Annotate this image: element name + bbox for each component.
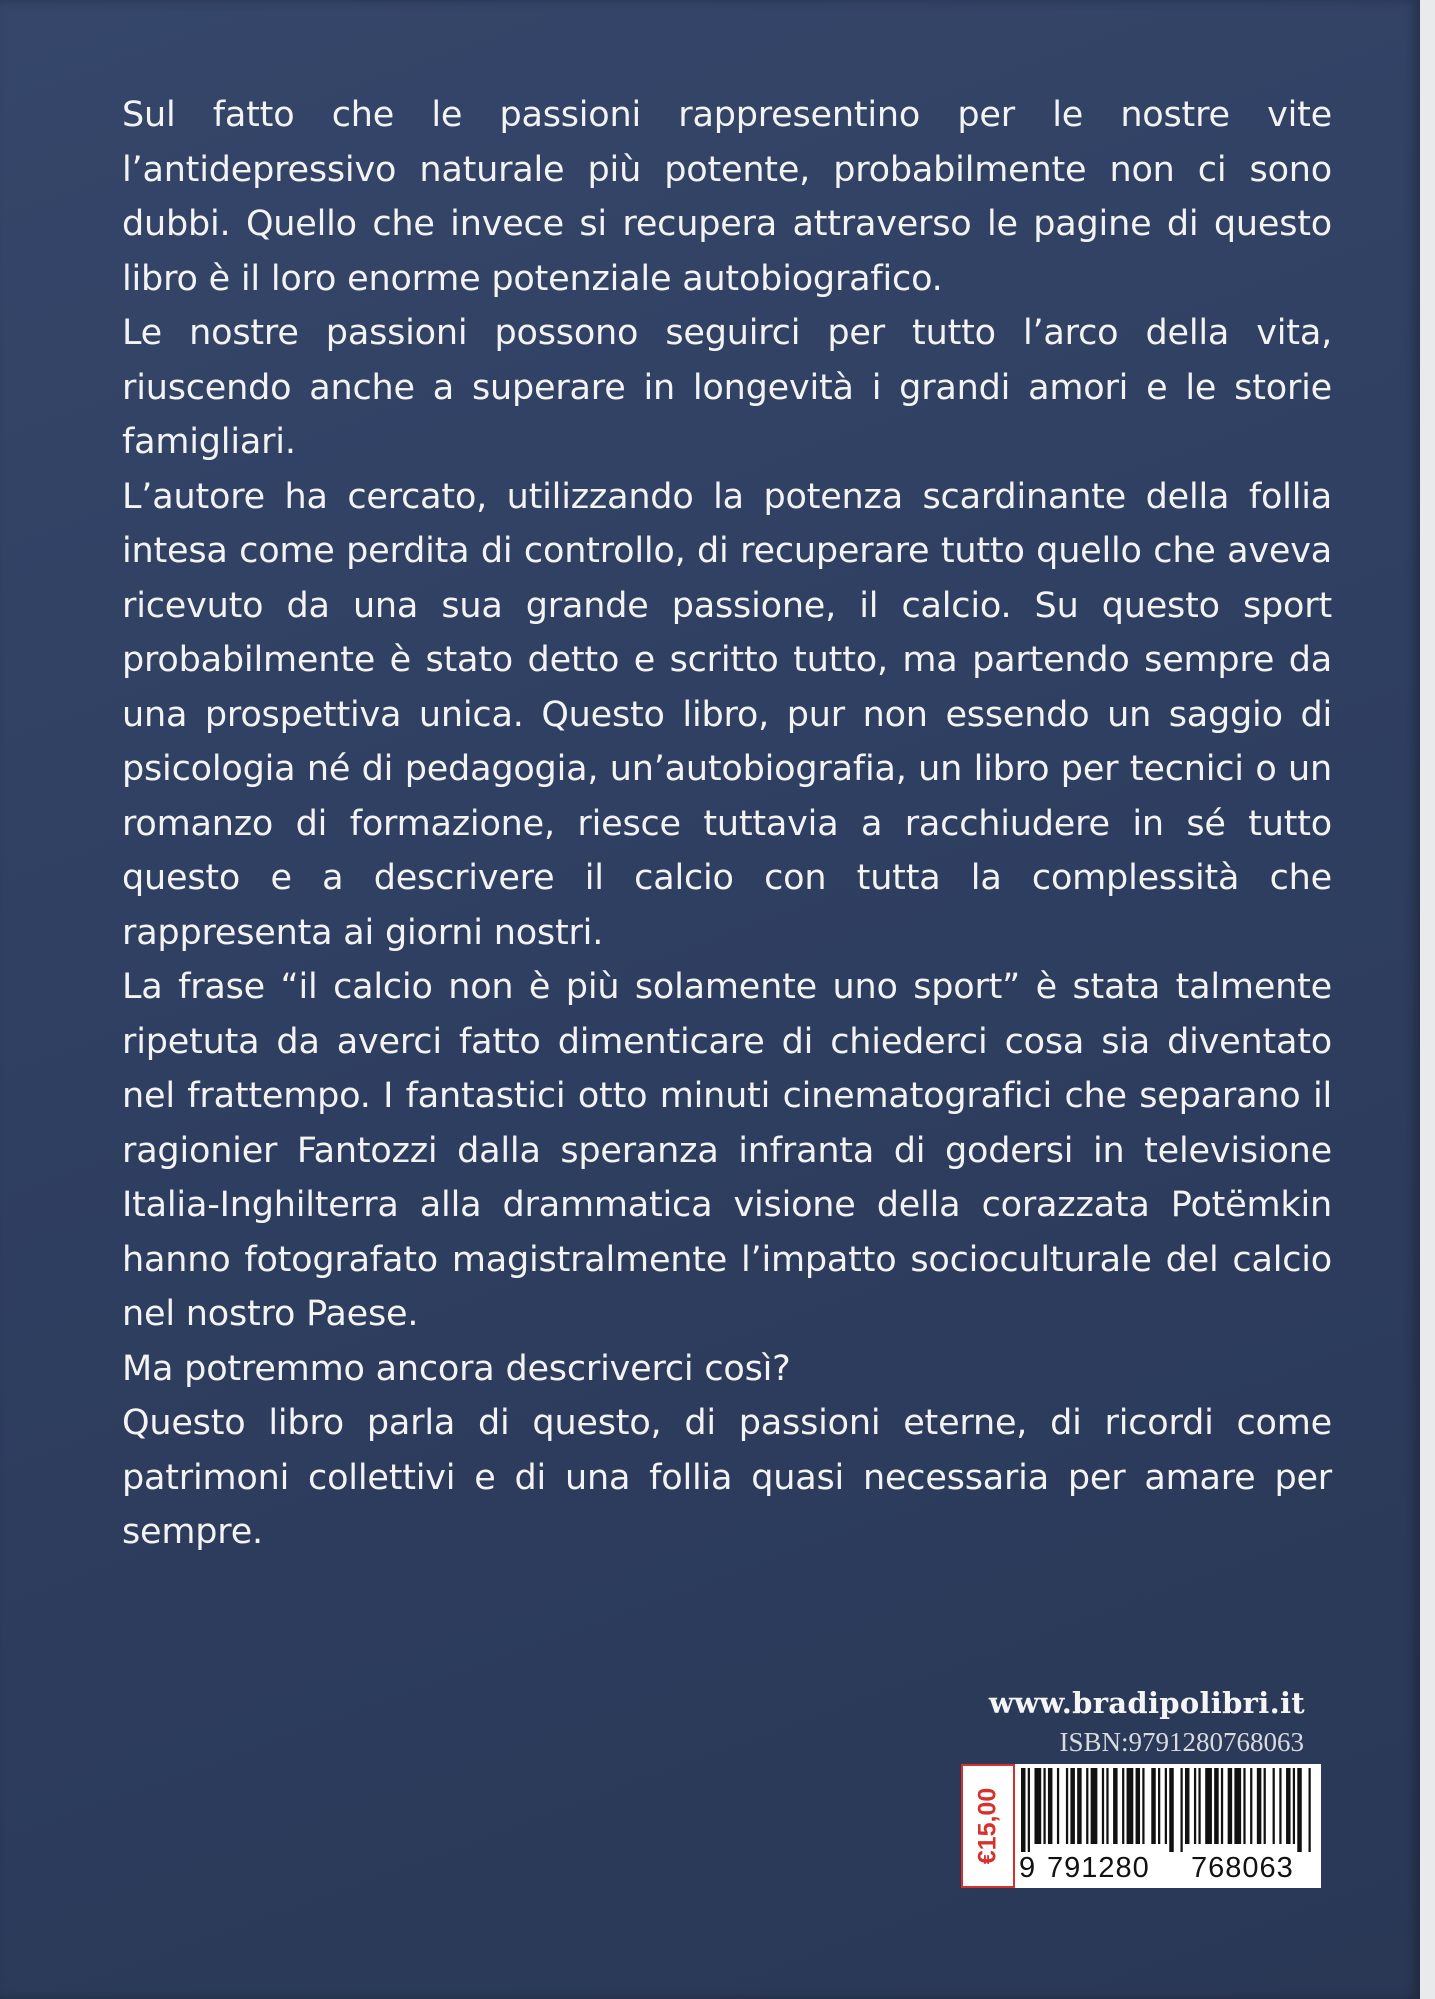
barcode-bar <box>1279 1768 1281 1844</box>
barcode-bar <box>1113 1768 1117 1844</box>
barcode-bar <box>1136 1768 1140 1844</box>
barcode-bar <box>1086 1768 1088 1844</box>
barcode-bar <box>1165 1768 1167 1844</box>
barcode-bars <box>1021 1768 1313 1852</box>
barcode-bar <box>1127 1768 1134 1844</box>
barcode-bar <box>1028 1768 1030 1852</box>
barcode-digit-group-1: 791280 <box>1047 1852 1150 1884</box>
barcode-bar <box>1185 1768 1189 1844</box>
blurb-paragraph-3: L’autore ha cercato, utilizzando la potenza scardinante della follia intesa come perdita di controllo, di recuperare tutto quello che aveva ricevuto da una sua grande passione, il calcio. Su questo sport probabilmente è stato detto e scritto tutto, ma partendo sempre da una prospettiva unica. Questo libro, pur non essendo un saggio di psicologia né di pedagogia, un’autobiografia, un libro per tecnici o un romanzo di formazione, riesce tuttavia a racchiudere in sé tutto questo e a descrivere il calcio con tutta la complessità che rappresenta ai giorni nostri. <box>122 476 1332 953</box>
barcode-bar <box>1158 1768 1160 1844</box>
barcode-bar <box>1091 1768 1098 1844</box>
barcode-bar <box>1151 1768 1155 1844</box>
barcode-bar <box>1070 1768 1074 1844</box>
barcode-bar <box>1102 1768 1104 1844</box>
barcode-bar <box>1234 1768 1241 1844</box>
barcode-bar <box>1286 1768 1290 1844</box>
barcode-bar <box>1257 1768 1261 1844</box>
barcode-bar <box>1194 1768 1196 1844</box>
blurb-paragraph-5: Ma potremmo ancora descriverci così? <box>122 1348 791 1389</box>
barcode-bar <box>1297 1768 1301 1852</box>
barcode-bar <box>1273 1768 1275 1844</box>
barcode-digits <box>1019 1852 1315 1886</box>
barcode-bar <box>1180 1768 1182 1852</box>
barcode-bar <box>1066 1768 1068 1844</box>
blurb-paragraph-6: Questo libro parla di questo, di passioni eterne, di ricordi come patrimoni collettivi e di una follia quasi necessaria per amare per sempre. <box>122 1403 1332 1552</box>
blurb-text <box>122 88 1332 1560</box>
price-tag <box>961 1764 1015 1888</box>
price-label: €15,00 <box>973 1787 1002 1865</box>
barcode-bar <box>1243 1768 1245 1844</box>
barcode-bar <box>1205 1768 1212 1844</box>
barcode-bar <box>1021 1768 1025 1852</box>
isbn-number: ISBN:9791280768063 <box>1059 1727 1304 1757</box>
barcode-bar <box>1043 1768 1045 1844</box>
barcode-bar <box>1293 1768 1295 1844</box>
barcode-bar <box>1106 1768 1108 1844</box>
barcode-bar <box>1077 1768 1081 1844</box>
barcode-bar <box>1034 1768 1041 1844</box>
barcode-bar <box>1142 1768 1144 1844</box>
blurb-paragraph-4: La frase “il calcio non è più solamente uno sport” è stata talmente ripetuta da averci fatto dimenticare di chiederci cosa sia diventato nel frattempo. I fantastici otto minuti cinematografici che separano il ragionier Fantozzi dalla speranza infranta di godersi in televisione Italia-Inghilterra alla drammatica visione della corazzata Potëmkin hanno fotografato magistralmente l’impatto socioculturale del calcio nel nostro Paese. <box>122 967 1332 1334</box>
barcode-lead-digit: 9 <box>1019 1852 1036 1884</box>
barcode-bar <box>1122 1768 1124 1844</box>
barcode-bar <box>1198 1768 1200 1844</box>
barcode-bar <box>1264 1768 1266 1844</box>
barcode-bar <box>1048 1768 1052 1844</box>
blurb-paragraph-1: Sul fatto che le passioni rappresentino per le nostre vite l’antidepressivo naturale più potente, probabilmente non ci sono dubbi. Quello che invece si recupera attraverso le pagine di questo libro è il loro enorme potenziale autobiografico. <box>122 95 1332 299</box>
barcode-bar <box>1221 1768 1223 1844</box>
publisher-website: www.bradipolibri.it <box>988 1686 1305 1720</box>
barcode-bar <box>1228 1768 1232 1844</box>
barcode-label <box>961 1764 1321 1888</box>
barcode-bar <box>1250 1768 1252 1844</box>
barcode-bar <box>1057 1768 1059 1844</box>
barcode-bar <box>1169 1768 1173 1852</box>
barcode-digit-group-2: 768063 <box>1191 1852 1294 1884</box>
barcode-bar <box>1214 1768 1218 1844</box>
blurb-paragraph-2: Le nostre passioni possono seguirci per tutto l’arco della vita, riuscendo anche a superare in longevità i grandi amori e le storie famigliari. <box>122 313 1332 462</box>
barcode-bar <box>1309 1768 1311 1852</box>
